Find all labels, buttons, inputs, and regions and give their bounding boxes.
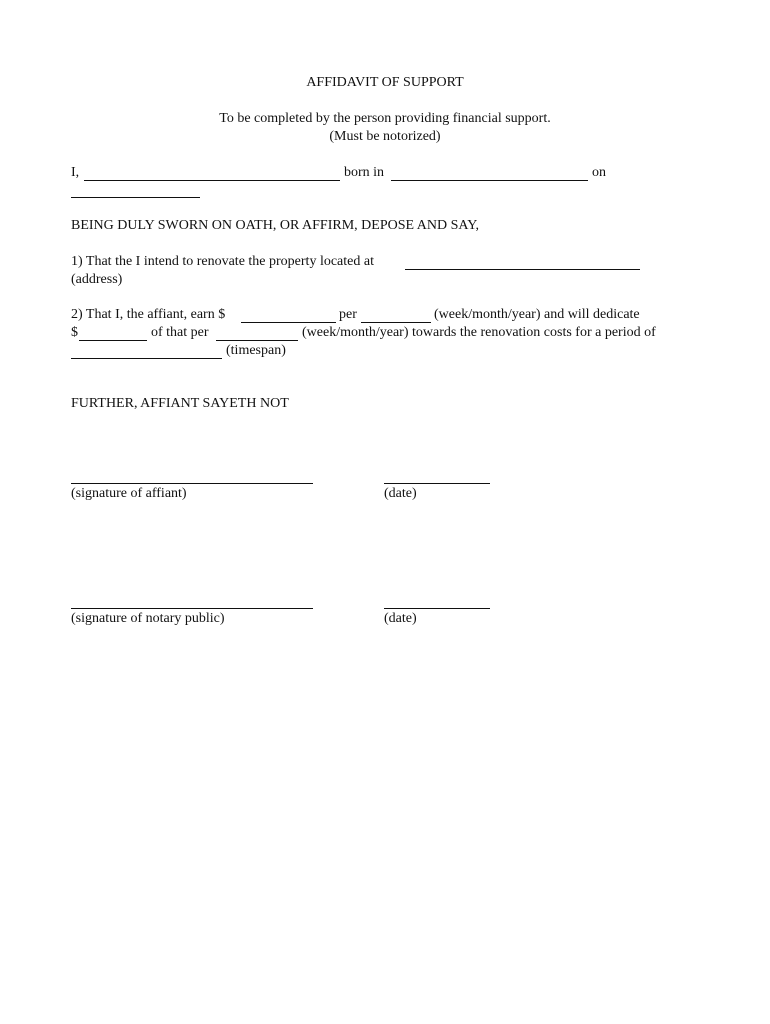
- affiant-signature-label: (signature of affiant): [71, 486, 187, 501]
- intro-prefix: I,: [71, 165, 80, 180]
- affiant-date-label: (date): [384, 486, 417, 501]
- document-note: (Must be notorized): [329, 129, 441, 144]
- item1-address-label: (address): [71, 272, 123, 287]
- affiant-date-line[interactable]: [384, 483, 490, 484]
- dedicate-amount-blank[interactable]: [79, 340, 147, 341]
- item2-of-that-per: of that per: [151, 325, 209, 340]
- notary-date-label: (date): [384, 611, 417, 626]
- birthplace-blank[interactable]: [391, 180, 588, 181]
- item1-text: 1) That the I intend to renovate the property located at: [71, 254, 374, 269]
- intro-born-in: born in: [344, 165, 385, 180]
- intro-on: on: [592, 165, 606, 180]
- earn-period-blank[interactable]: [361, 322, 431, 323]
- item2-dollar-sign: $: [71, 325, 78, 340]
- notary-date-line[interactable]: [384, 608, 490, 609]
- item2-timespan-label: (timespan): [226, 343, 286, 358]
- further-statement: FURTHER, AFFIANT SAYETH NOT: [71, 396, 289, 411]
- document-title: AFFIDAVIT OF SUPPORT: [306, 75, 464, 90]
- affiant-signature-line[interactable]: [71, 483, 313, 484]
- dedicate-period-blank[interactable]: [216, 340, 298, 341]
- item2-dedicate-text: (week/month/year) and will dedicate: [434, 307, 640, 322]
- address-blank[interactable]: [405, 269, 640, 270]
- earn-amount-blank[interactable]: [241, 322, 336, 323]
- item2-earn-text: 2) That I, the affiant, earn $: [71, 307, 226, 322]
- timespan-blank[interactable]: [71, 358, 222, 359]
- birthdate-blank[interactable]: [71, 197, 200, 198]
- name-blank[interactable]: [84, 180, 340, 181]
- item2-renovation-text: (week/month/year) towards the renovation costs for a period of: [302, 325, 656, 340]
- notary-signature-line[interactable]: [71, 608, 313, 609]
- notary-signature-label: (signature of notary public): [71, 611, 225, 626]
- sworn-statement: BEING DULY SWORN ON OATH, OR AFFIRM, DEPOSE AND SAY,: [71, 218, 480, 233]
- item2-per-text: per: [339, 307, 357, 322]
- document-subtitle: To be completed by the person providing financial support.: [219, 111, 551, 126]
